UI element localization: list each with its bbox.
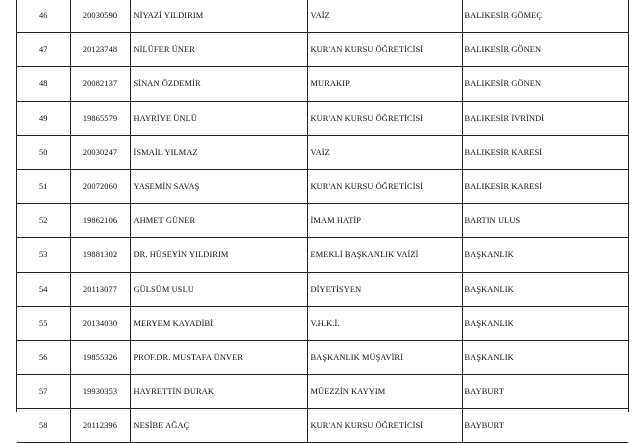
row-number: 49: [17, 101, 70, 135]
table-row: [17, 238, 628, 272]
duty-location: BAŞKANLIK: [462, 272, 628, 306]
duty-location: BAYBURT: [462, 375, 628, 409]
registry-number: 20123748: [70, 33, 130, 67]
person-name: AHMET GÜNER: [130, 204, 307, 238]
table-row: [17, 135, 628, 169]
table-row: [17, 340, 628, 374]
job-title: MÜEZZİN KAYYIM: [307, 375, 462, 409]
duty-location: BAŞKANLIK: [462, 340, 628, 374]
registry-number: 19930353: [70, 375, 130, 409]
row-number: 56: [17, 340, 70, 374]
table-row: [17, 33, 628, 67]
duty-location: BAŞKANLIK: [462, 306, 628, 340]
table-row: [17, 204, 628, 238]
registry-number: 20134030: [70, 306, 130, 340]
personnel-table: [17, 0, 628, 443]
registry-number: 19862106: [70, 204, 130, 238]
registry-number: 19865579: [70, 101, 130, 135]
registry-number: 19855326: [70, 340, 130, 374]
duty-location: BALIKESİR İVRİNDİ: [462, 101, 628, 135]
job-title: KUR'AN KURSU ÖĞRETİCİSİ: [307, 101, 462, 135]
duty-location: BALIKESİR GÖMEÇ: [462, 0, 628, 33]
job-title: DİYETİSYEN: [307, 272, 462, 306]
table-row: [17, 0, 628, 33]
table-row: [17, 101, 628, 135]
table-row: [17, 169, 628, 203]
person-name: YASEMİN SAVAŞ: [130, 169, 307, 203]
registry-number: 20082137: [70, 67, 130, 101]
personnel-table-body: [17, 0, 628, 443]
job-title: VAİZ: [307, 135, 462, 169]
document-page: [16, 0, 629, 431]
registry-number: 20030247: [70, 135, 130, 169]
job-title: BAŞKANLIK MÜŞAVİRİ: [307, 340, 462, 374]
job-title: İMAM HATİP: [307, 204, 462, 238]
duty-location: BARTIN ULUS: [462, 204, 628, 238]
job-title: MURAKIP: [307, 67, 462, 101]
job-title: V.H.K.İ.: [307, 306, 462, 340]
row-number: 55: [17, 306, 70, 340]
row-number: 54: [17, 272, 70, 306]
job-title: KUR'AN KURSU ÖĞRETİCİSİ: [307, 33, 462, 67]
table-row: [17, 375, 628, 409]
person-name: MERYEM KAYADİBİ: [130, 306, 307, 340]
person-name: HAYRİYE ÜNLÜ: [130, 101, 307, 135]
duty-location: BALIKESİR GÖNEN: [462, 33, 628, 67]
row-number: 51: [17, 169, 70, 203]
row-number: 46: [17, 0, 70, 33]
person-name: İSMAİL YILMAZ: [130, 135, 307, 169]
job-title: VAİZ: [307, 0, 462, 33]
registry-number: 20113077: [70, 272, 130, 306]
row-number: 53: [17, 238, 70, 272]
table-row: [17, 67, 628, 101]
job-title: KUR'AN KURSU ÖĞRETİCİSİ: [307, 169, 462, 203]
row-number: 58: [17, 409, 70, 443]
row-number: 57: [17, 375, 70, 409]
person-name: PROF.DR. MUSTAFA ÜNVER: [130, 340, 307, 374]
registry-number: 19881302: [70, 238, 130, 272]
row-number: 48: [17, 67, 70, 101]
person-name: NİLÜFER ÜNER: [130, 33, 307, 67]
registry-number: 20030590: [70, 0, 130, 33]
row-number: 50: [17, 135, 70, 169]
duty-location: BAYBURT: [462, 409, 628, 443]
table-row: [17, 409, 628, 443]
person-name: HAYRETTİN DURAK: [130, 375, 307, 409]
person-name: SİNAN ÖZDEMİR: [130, 67, 307, 101]
person-name: DR. HÜSEYİN YILDIRIM: [130, 238, 307, 272]
job-title: KUR'AN KURSU ÖĞRETİCİSİ: [307, 409, 462, 443]
job-title: EMEKLİ BAŞKANLIK VAİZİ: [307, 238, 462, 272]
row-number: 52: [17, 204, 70, 238]
duty-location: BALIKESİR KARESİ: [462, 135, 628, 169]
duty-location: BALIKESİR GÖNEN: [462, 67, 628, 101]
registry-number: 20072060: [70, 169, 130, 203]
registry-number: 20112396: [70, 409, 130, 443]
person-name: NESİBE AĞAÇ: [130, 409, 307, 443]
table-row: [17, 306, 628, 340]
person-name: GÜLSÜM USLU: [130, 272, 307, 306]
row-number: 47: [17, 33, 70, 67]
duty-location: BAŞKANLIK: [462, 238, 628, 272]
person-name: NİYAZİ YILDIRIM: [130, 0, 307, 33]
duty-location: BALIKESİR KARESİ: [462, 169, 628, 203]
table-row: [17, 272, 628, 306]
